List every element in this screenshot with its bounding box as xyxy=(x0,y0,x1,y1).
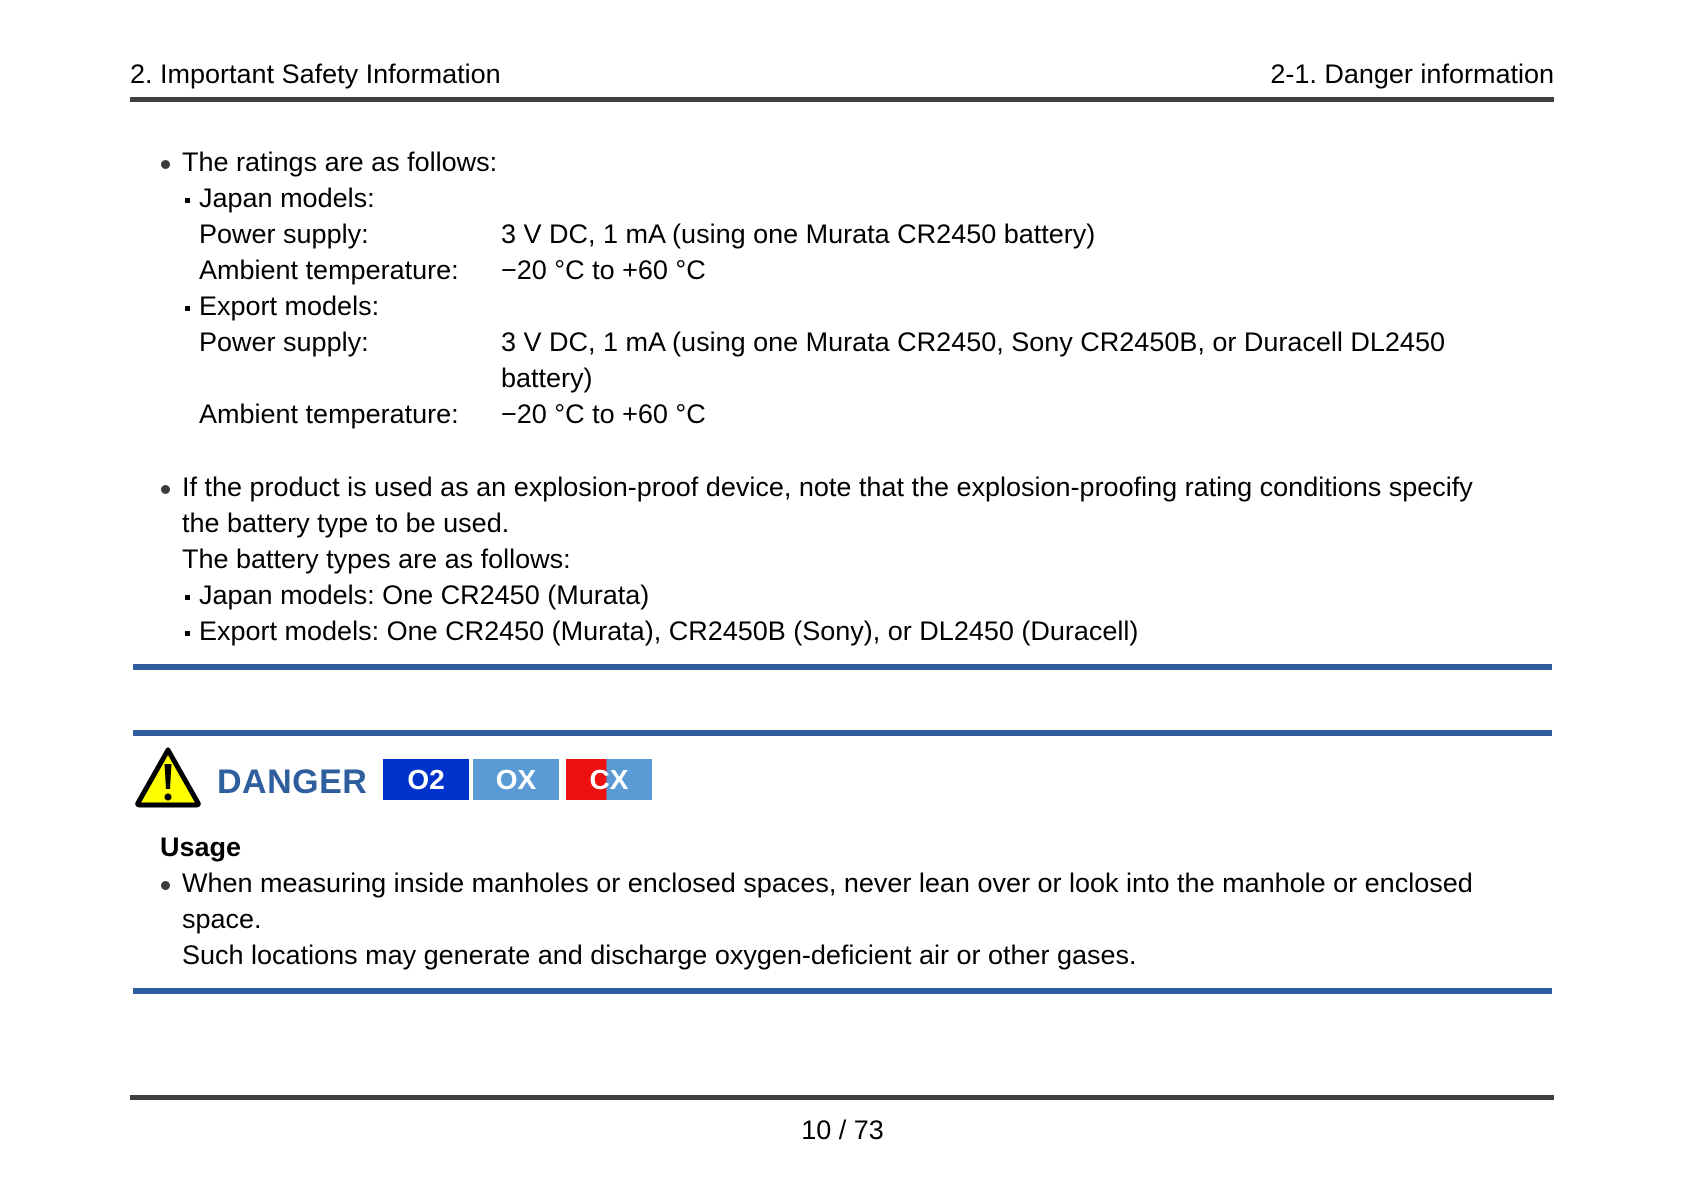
badge-o2: O2 xyxy=(383,759,469,800)
japan-temp-value: −20 °C to +60 °C xyxy=(501,255,706,285)
section-divider-blue xyxy=(133,664,1552,670)
danger-top-divider xyxy=(133,730,1552,736)
japan-power-label: Power supply: xyxy=(199,219,369,249)
japan-power-value: 3 V DC, 1 mA (using one Murata CR2450 battery) xyxy=(501,219,1096,249)
export-temp-value: −20 °C to +60 °C xyxy=(501,399,706,429)
export-models-heading: Export models: xyxy=(199,288,379,324)
badge-ox: OX xyxy=(473,759,559,800)
danger-line1: When measuring inside manholes or enclosed spaces, never lean over or look into the manhole or enclosed xyxy=(182,865,1473,901)
bullet-square-icon xyxy=(185,595,190,600)
subsection-title: 2-1. Danger information xyxy=(1270,59,1554,89)
japan-models-heading: Japan models: xyxy=(199,180,375,216)
bullet-icon xyxy=(161,881,170,890)
warning-triangle-icon xyxy=(134,746,202,808)
export-power-value-line1: 3 V DC, 1 mA (using one Murata CR2450, Sony CR2450B, or Duracell DL2450 xyxy=(501,327,1445,357)
badge-cx: CX xyxy=(566,759,652,800)
usage-title: Usage xyxy=(160,832,242,862)
footer-divider xyxy=(130,1095,1554,1100)
section-title: 2. Important Safety Information xyxy=(130,59,501,89)
bullet-icon xyxy=(161,485,170,494)
ratings-intro: The ratings are as follows: xyxy=(182,144,497,180)
explosion-line2: the battery type to be used. xyxy=(182,508,510,538)
export-power-value-line2: battery) xyxy=(501,363,593,393)
explosion-export: Export models: One CR2450 (Murata), CR2450B (Sony), or DL2450 (Duracell) xyxy=(199,613,1138,649)
header-divider xyxy=(130,97,1554,102)
explosion-japan: Japan models: One CR2450 (Murata) xyxy=(199,577,649,613)
bullet-icon xyxy=(161,160,170,169)
bullet-square-icon xyxy=(185,631,190,636)
danger-bottom-divider xyxy=(133,988,1552,994)
export-temp-label: Ambient temperature: xyxy=(199,399,459,429)
danger-line2: space. xyxy=(182,904,262,934)
export-power-label: Power supply: xyxy=(199,327,369,357)
danger-line3: Such locations may generate and discharge oxygen-deficient air or other gases. xyxy=(182,940,1137,970)
explosion-line1: If the product is used as an explosion-proof device, note that the explosion-proofing rating conditions specify xyxy=(182,469,1473,505)
bullet-square-icon xyxy=(185,198,190,203)
explosion-line3: The battery types are as follows: xyxy=(182,544,571,574)
bullet-square-icon xyxy=(185,306,190,311)
japan-temp-label: Ambient temperature: xyxy=(199,255,459,285)
page-number: 10 / 73 xyxy=(801,1115,884,1145)
danger-label: DANGER xyxy=(217,763,368,801)
